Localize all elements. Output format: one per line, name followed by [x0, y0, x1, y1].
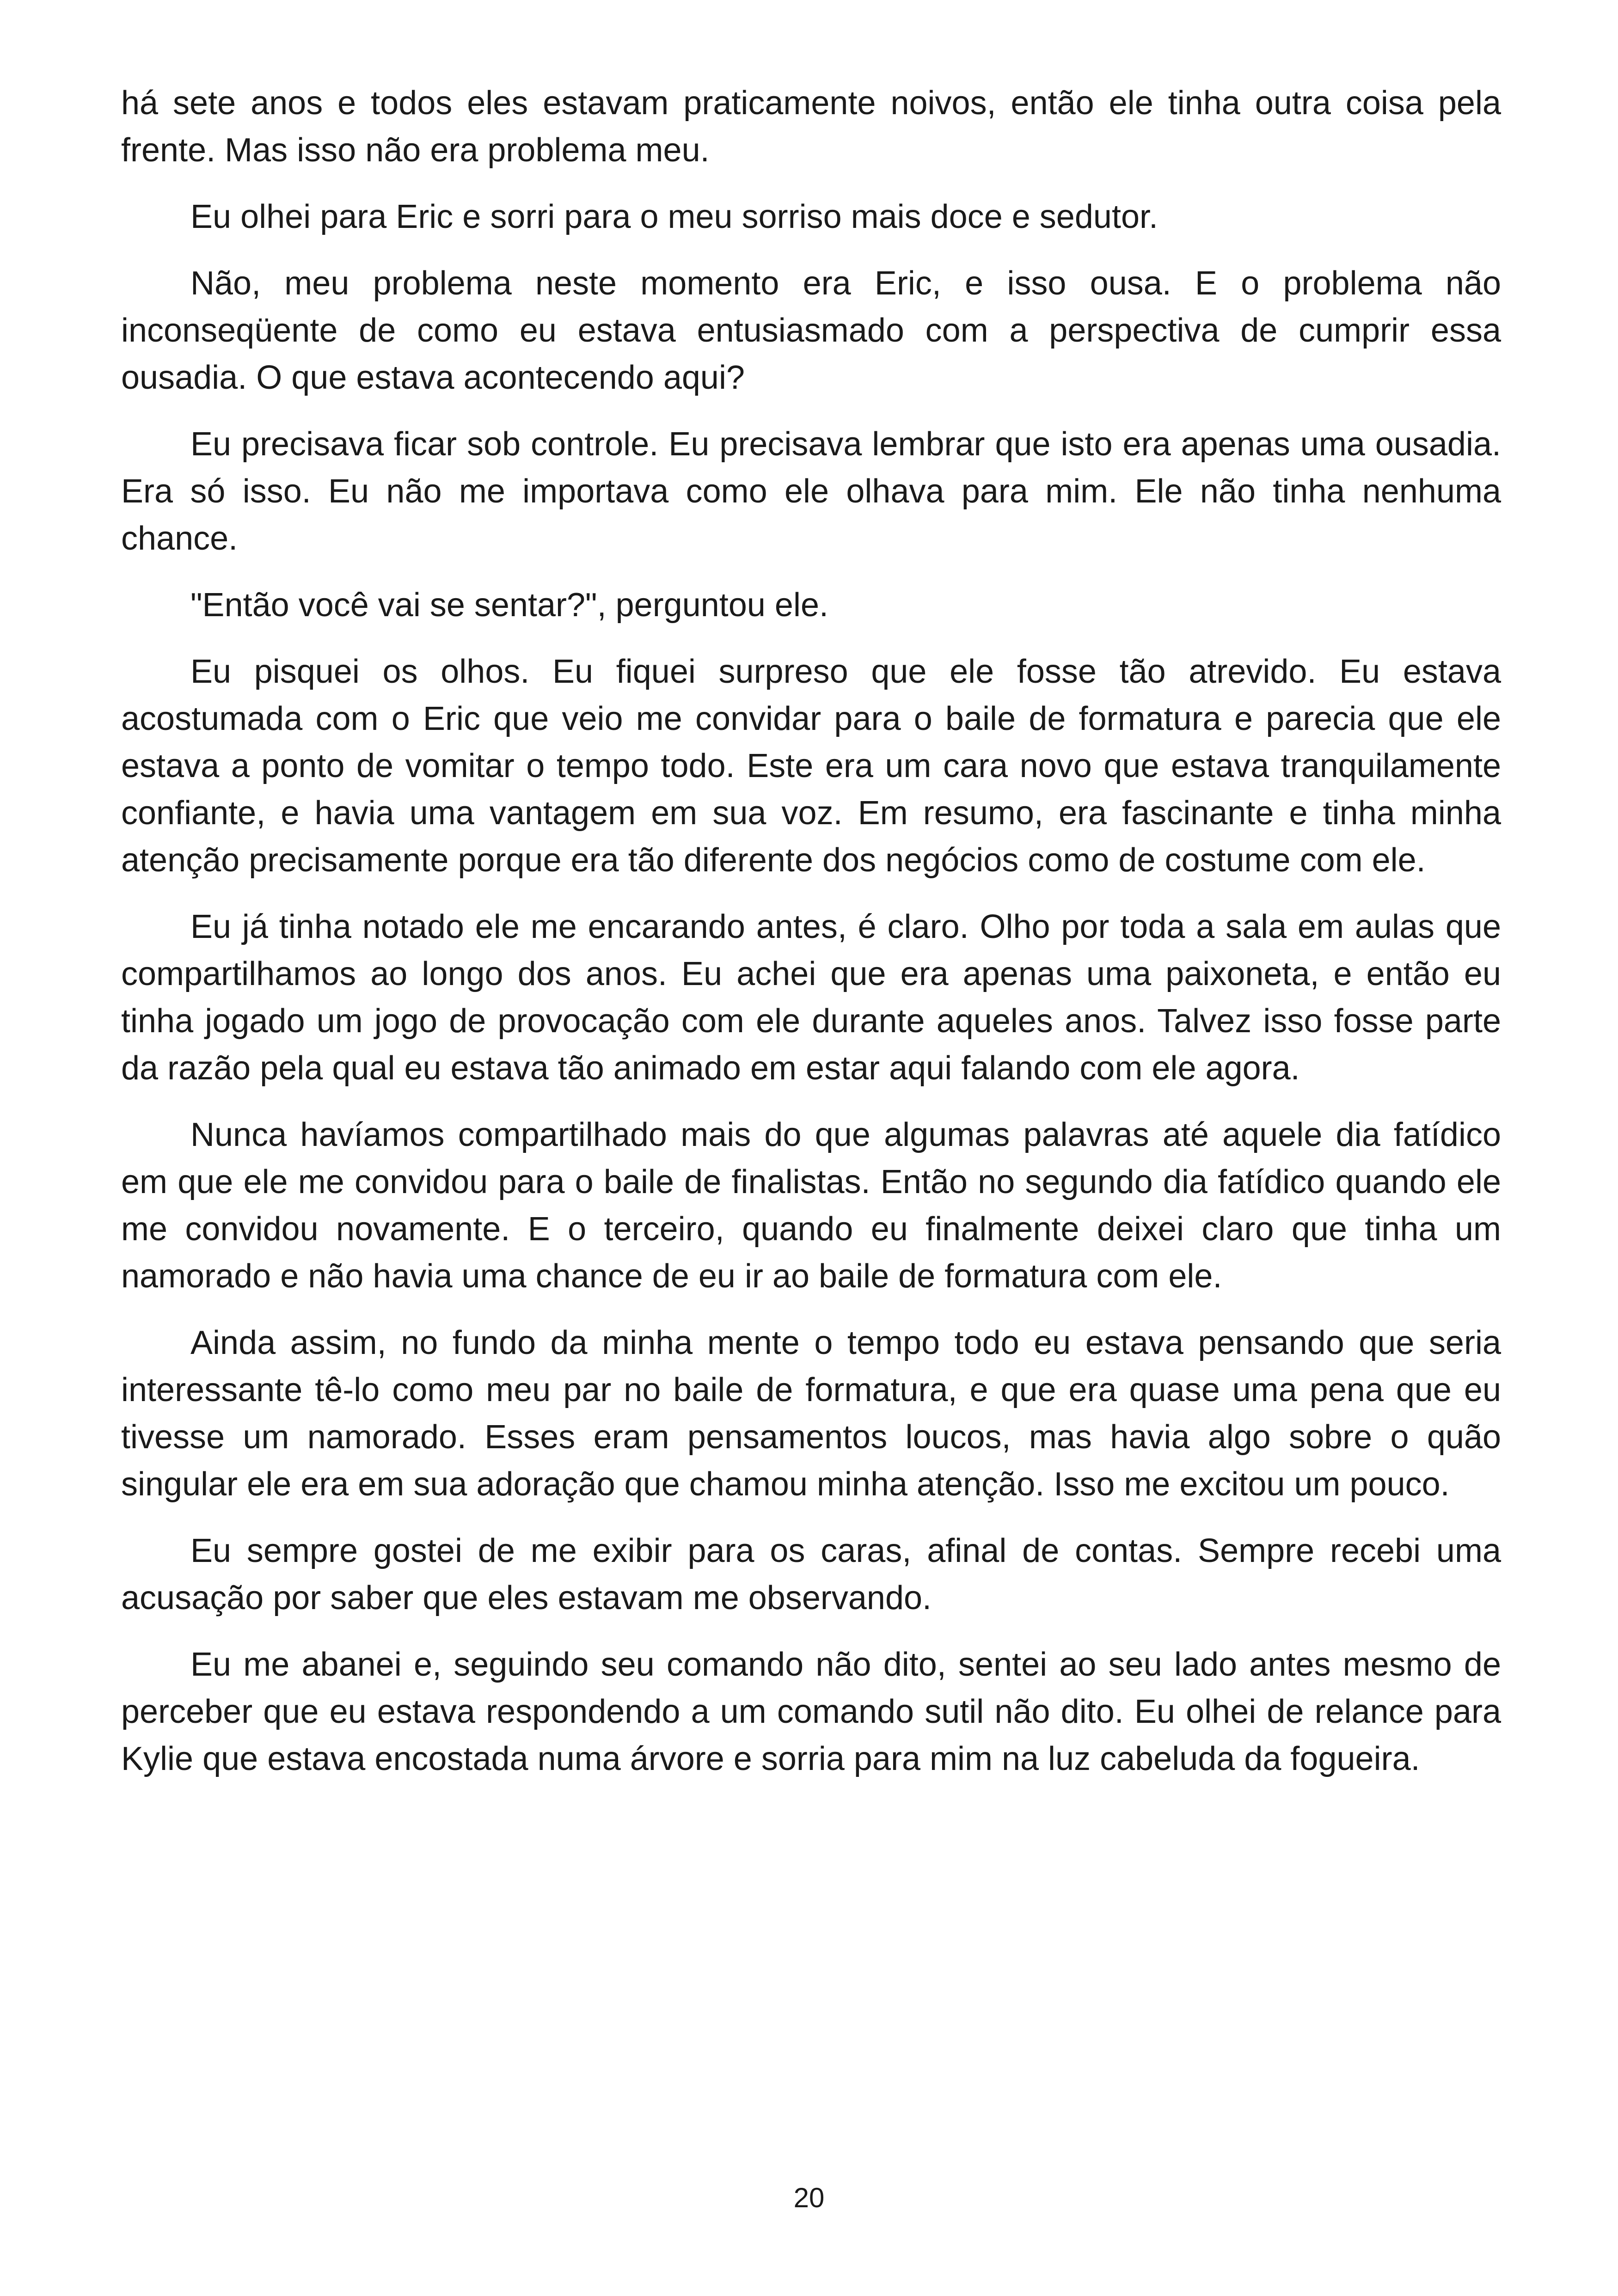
- paragraph: Eu pisquei os olhos. Eu fiquei surpreso que ele fosse tão atrevido. Eu estava acostumada com o Eric que veio me convidar para o baile de formatura e parecia que ele estava a ponto de vomitar o tempo todo. Este era um cara novo que estava tranquilamente confiante, e havia uma vantagem em sua voz. Em resumo, era fascinante e tinha minha atenção precisamente porque era tão diferente dos negócios como de costume com ele.: [121, 653, 1501, 879]
- body-text: [121, 80, 1501, 1802]
- page-number: 20: [793, 2182, 825, 2213]
- paragraph: "Então você vai se sentar?", perguntou ele.: [190, 587, 828, 624]
- paragraph: Eu olhei para Eric e sorri para o meu sorriso mais doce e sedutor.: [190, 198, 1158, 235]
- paragraph: Nunca havíamos compartilhado mais do que algumas palavras até aquele dia fatídico em que ele me convidou para o baile de finalistas. Então no segundo dia fatídico quando ele me convidou novamente. E o terceiro, quando eu finalmente deixei claro que tinha um namorado e não havia uma chance de eu ir ao baile de formatura com ele.: [121, 1116, 1501, 1295]
- paragraph: há sete anos e todos eles estavam praticamente noivos, então ele tinha outra coisa pela frente. Mas isso não era problema meu.: [121, 85, 1501, 169]
- paragraph: Não, meu problema neste momento era Eric, e isso ousa. E o problema não inconseqüente de como eu estava entusiasmado com a perspectiva de cumprir essa ousadia. O que estava acontecendo aqui?: [121, 265, 1501, 396]
- paragraph: Eu precisava ficar sob controle. Eu precisava lembrar que isto era apenas uma ousadia. Era só isso. Eu não me importava como ele olhava para mim. Ele não tinha nenhuma chance.: [121, 426, 1501, 557]
- paragraph: Eu me abanei e, seguindo seu comando não dito, sentei ao seu lado antes mesmo de perceber que eu estava respondendo a um comando sutil não dito. Eu olhei de relance para Kylie que estava encostada numa árvore e sorria para mim na luz cabeluda da fogueira.: [121, 1646, 1501, 1777]
- paragraph: Eu já tinha notado ele me encarando antes, é claro. Olho por toda a sala em aulas que compartilhamos ao longo dos anos. Eu achei que era apenas uma paixoneta, e então eu tinha jogado um jogo de provocação com ele durante aqueles anos. Talvez isso fosse parte da razão pela qual eu estava tão animado em estar aqui falando com ele agora.: [121, 908, 1501, 1087]
- paragraph: Ainda assim, no fundo da minha mente o tempo todo eu estava pensando que seria interessante tê-lo como meu par no baile de formatura, e que era quase uma pena que eu tivesse um namorado. Esses eram pensamentos loucos, mas havia algo sobre o quão singular ele era em sua adoração que chamou minha atenção. Isso me excitou um pouco.: [121, 1324, 1501, 1503]
- paragraph: Eu sempre gostei de me exibir para os caras, afinal de contas. Sempre recebi uma acusação por saber que eles estavam me observando.: [121, 1532, 1501, 1616]
